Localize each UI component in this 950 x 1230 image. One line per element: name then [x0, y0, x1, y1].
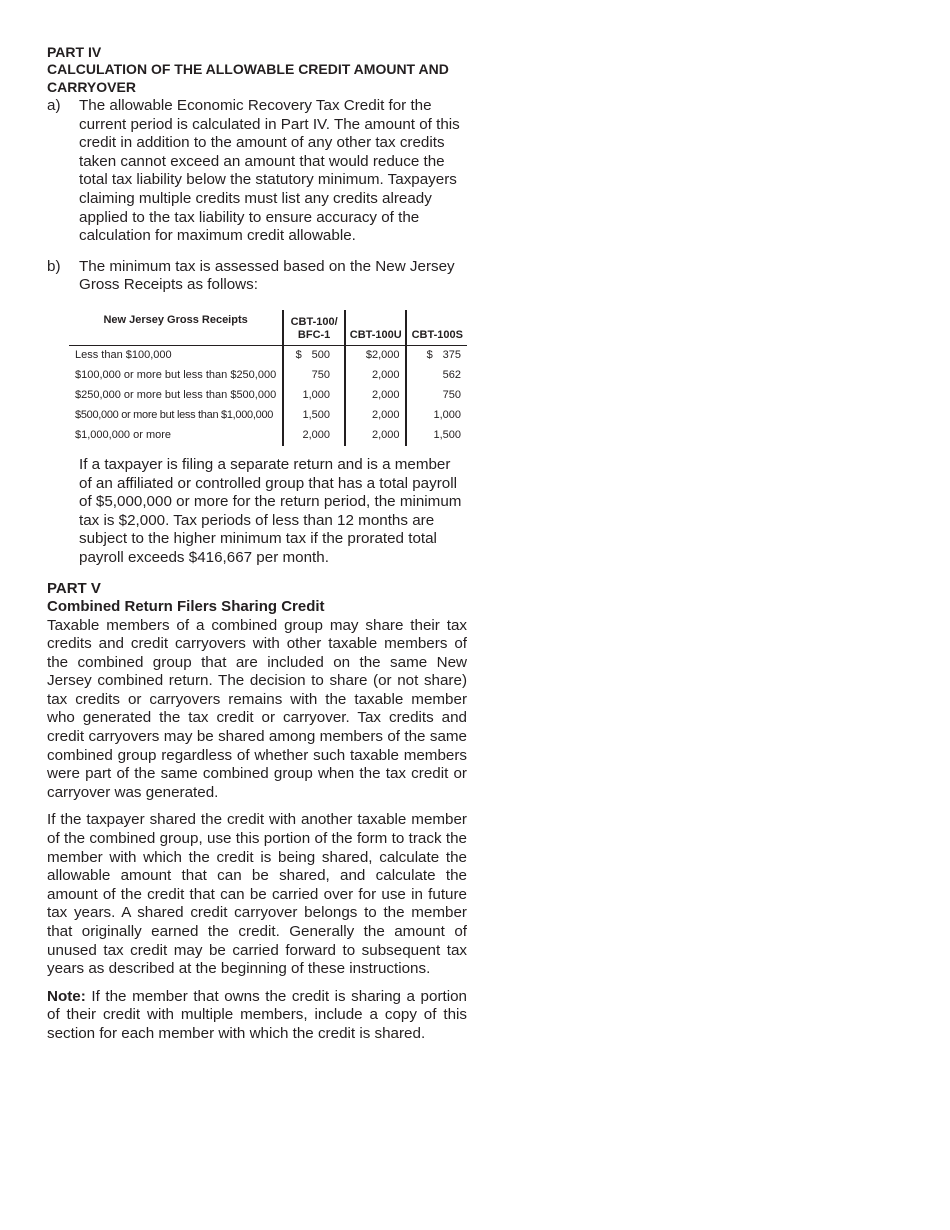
part-v-subtitle: Combined Return Filers Sharing Credit: [47, 598, 325, 615]
cbt100-value: 1,500: [302, 409, 330, 422]
receipts-cell: $250,000 or more but less than $500,000: [75, 389, 277, 402]
note-label: Note:: [47, 987, 86, 1005]
item-a-label: a): [47, 97, 61, 114]
col-header-cbt100u: CBT-100U: [345, 310, 406, 346]
cbt100-value: 1,000: [302, 389, 330, 402]
cbt100s-value: 375: [442, 349, 461, 362]
receipts-cell: $1,000,000 or more: [75, 429, 172, 442]
cbt100-cell: [283, 345, 345, 366]
col-header-receipts: New Jersey Gross Receipts: [69, 310, 283, 346]
cbt100s-cell: [406, 386, 467, 406]
cbt100s-value: 750: [442, 389, 461, 402]
cbt100-value: 2,000: [302, 429, 330, 442]
cbt100-cell: [283, 426, 345, 446]
col-header-cbt100-line2: BFC-1: [297, 328, 331, 341]
note-text: If the member that owns the credit is sharing a portion of their credit with multiple members, include a copy of this section for each member with which the credit is shared.: [47, 987, 467, 1042]
cbt100s-value: 1,500: [433, 429, 461, 442]
col-header-cbt100-line1: CBT-100/: [290, 315, 338, 328]
currency-symbol: $: [426, 349, 433, 362]
col-header-cbt100: [283, 310, 345, 346]
cbt100s-value: 562: [442, 369, 461, 382]
currency-symbol: $: [295, 349, 302, 362]
table-header-row: [69, 310, 467, 346]
part-iv-title-line2: CARRYOVER: [47, 78, 136, 95]
cbt100u-cell: 2,000: [345, 386, 406, 406]
table-row: [69, 406, 467, 426]
cbt100-cell: [283, 386, 345, 406]
cbt100s-cell: [406, 426, 467, 446]
cbt100-cell: [283, 366, 345, 386]
cbt100s-cell: [406, 345, 467, 366]
col-header-cbt100s: CBT-100S: [406, 310, 467, 346]
item-a-text: The allowable Economic Recovery Tax Credit for the current period is calculated in Part IV. The amount of this credit in addition to the amount of any other tax credits taken cannot exceed an amount that would reduce the total tax liability below the statutory minimum. Taxpayers claiming multiple credits must list any credits already applied to the tax liability to ensure accuracy of the calculation for maximum credit allowable.: [79, 97, 460, 245]
cbt100-cell: [283, 406, 345, 426]
part-v-paragraph-2: If the taxpayer shared the credit with another taxable member of the combined group, use this portion of the form to track the member with which the credit is being shared, calculate the allowable amount that can be shared, and calculate the amount of the credit that can be carried over for use in future tax years. A shared credit carryover belongs to the member that originally earned the credit. Generally the amount of unused tax credit may be carried forward to subsequent tax years as described at the beginning of these instructions.: [47, 811, 467, 978]
cbt100s-value: 1,000: [433, 409, 461, 422]
part-iv-heading: PART IV: [47, 44, 102, 60]
cbt100s-cell: [406, 406, 467, 426]
item-b-text: The minimum tax is assessed based on the New Jersey Gross Receipts as follows:: [79, 257, 455, 294]
table-row: [69, 426, 467, 446]
part-v-heading: PART V: [47, 579, 101, 597]
part-v-paragraph-1: Taxable members of a combined group may share their tax credits and credit carryovers with other taxable members of the combined group that are included on the same New Jersey combined return. The decision to share (or not share) tax credits or carryovers remains with the taxable member who generated the tax credit or carryover. Tax credits and credit carryovers may be shared among members of the same combined group regardless of whether such taxable members were part of the same combined group when the tax credit or carryover was generated.: [47, 616, 467, 801]
cbt100u-cell: 2,000: [345, 406, 406, 426]
table-row: [69, 386, 467, 406]
cbt100-value: 500: [311, 349, 330, 362]
cbt100s-cell: [406, 366, 467, 386]
receipts-cell: $100,000 or more but less than $250,000: [75, 369, 277, 382]
cbt100u-cell: 2,000: [345, 426, 406, 446]
receipts-cell: $500,000 or more but less than $1,000,000: [75, 409, 274, 422]
item-a: [47, 97, 467, 246]
minimum-tax-table: [69, 310, 467, 446]
cbt100u-cell: $2,000: [345, 345, 406, 366]
table-row: [69, 366, 467, 386]
receipts-cell: Less than $100,000: [75, 349, 172, 362]
part-v-note: [47, 988, 467, 1044]
table-row: [69, 345, 467, 366]
item-b: [47, 258, 467, 295]
instructions-page: [47, 44, 467, 1044]
cbt100-value: 750: [311, 369, 330, 382]
item-b-label: b): [47, 257, 61, 275]
minimum-tax-note: If a taxpayer is filing a separate return and is a member of an affiliated or controlled group that has a total payroll of $5,000,000 or more for the return period, the minimum tax is $2,000. Tax periods of less than 12 months are subject to the higher minimum tax if the prorated total payroll exceeds $416,667 per month.: [79, 455, 462, 566]
cbt100u-cell: 2,000: [345, 366, 406, 386]
part-iv-title-line1: CALCULATION OF THE ALLOWABLE CREDIT AMOUNT AND: [47, 61, 449, 77]
